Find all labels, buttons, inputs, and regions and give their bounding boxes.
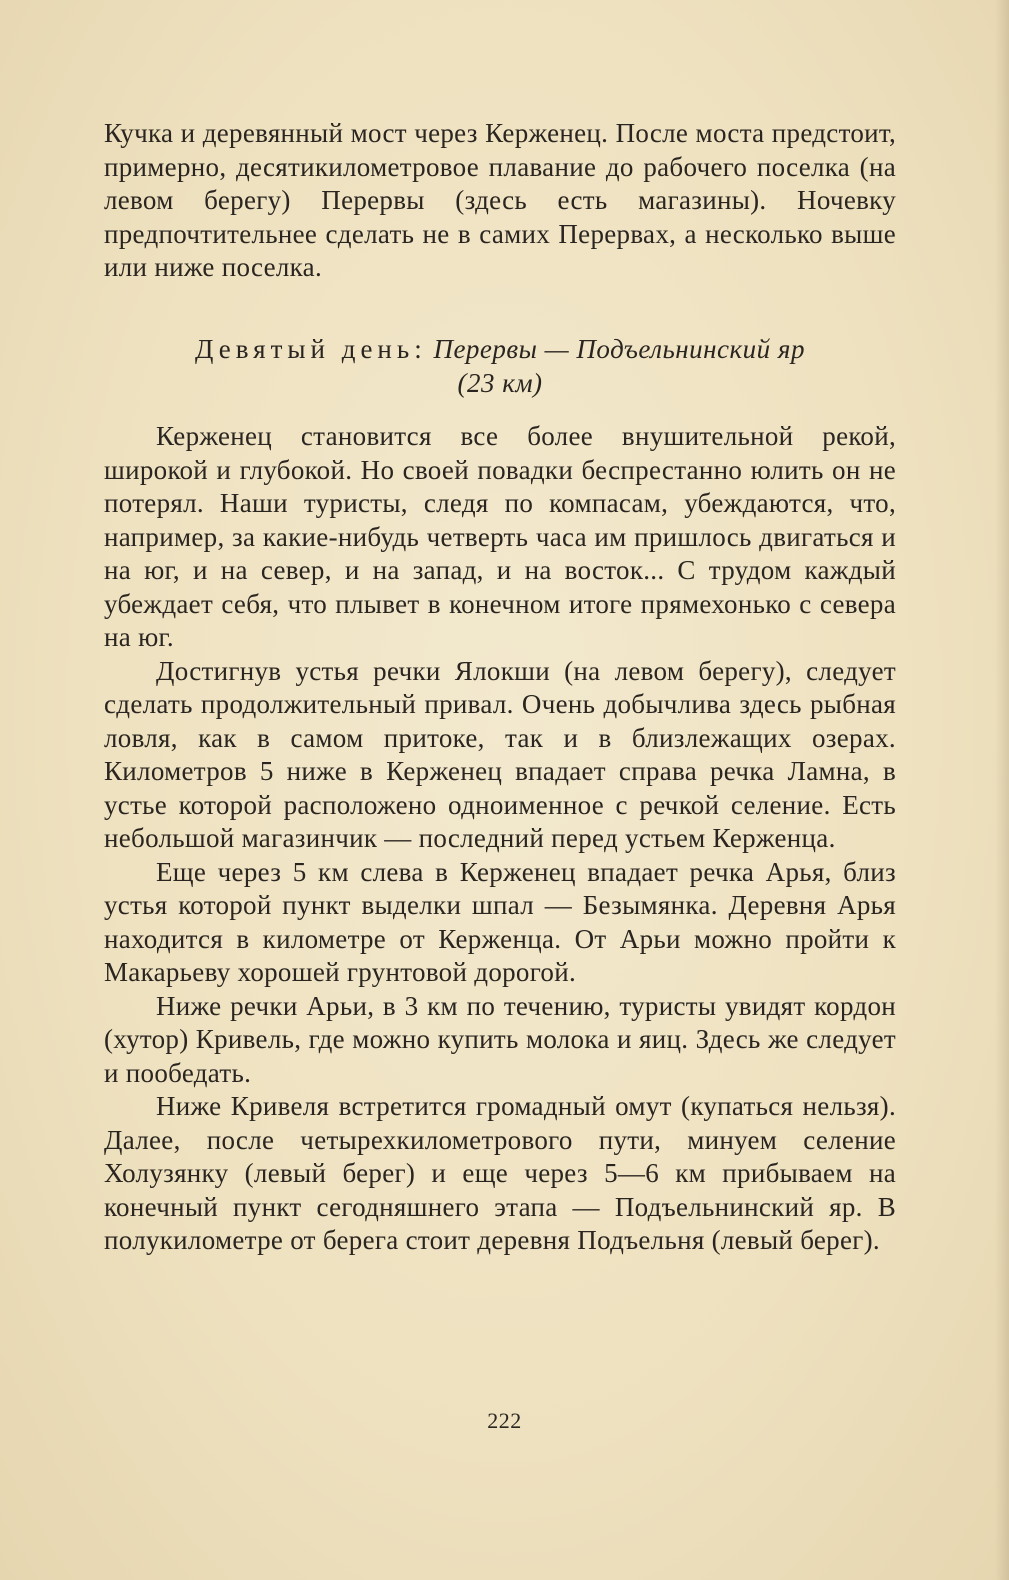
paragraph: Достигнув устья речки Ялокши (на левом берегу), следует сделать продолжительный привал. Очень добычлива здесь рыбная ловля, как в самом притоке, так и в близлежащих озерах. Километров 5 ниже в Керженец впадает справа речка Ламна, в устье которой расположено одноименное с речкой селение. Есть небольшой магазинчик — последний перед устьем Керженца. [104, 655, 896, 853]
paragraph: Еще через 5 км слева в Керженец впадает речка Арья, близ устья которой пункт выделки шпал — Безымянка. Деревня Арья находится в километре от Керженца. От Арьи можно пройти к Макарьеву хорошей грунтовой дорогой. [104, 856, 896, 987]
heading-day: Девятый день: [195, 334, 427, 364]
paragraph: Керженец становится все более внушительной рекой, широкой и глубокой. Но своей повадки беспрестанно юлить он не потерял. Наши туристы, следя по компасам, убеждаются, что, например, за какие-нибудь четверть часа им пришлось двигаться и на юг, и на север, и на запад, и на восток... С трудом каждый убеждает себя, что плывет в конечном итоге прямехонько с севера на юг. [104, 421, 896, 652]
section-body [104, 420, 896, 1258]
paragraph: Ниже Кривеля встретится громадный омут (купаться нельзя). Далее, после четырехкилометрового пути, минуем селение Холузянку (левый берег) и еще через 5—6 км прибываем на конечный пункт сегодняшнего этапа — Подъельнинский яр. В полукилометре от берега стоит деревня Подъельня (левый берег). [104, 1091, 896, 1255]
intro-text [104, 117, 896, 285]
section-heading [104, 333, 896, 400]
heading-route: Перервы — Подъельнинский яр [433, 334, 805, 364]
paragraph: Ниже речки Арьи, в 3 км по течению, туристы увидят кордон (хутор) Кривель, где можно купить молока и яиц. Здесь же следует и пообедать. [104, 990, 896, 1088]
intro-paragraph: Кучка и деревянный мост через Керженец. После моста предстоит, примерно, десятикилометровое плавание до рабочего поселка (на левом берегу) Перервы (здесь есть магазины). Ночевку предпочтительнее сделать не в самих Перервах, а несколько выше или ниже поселка. [104, 118, 896, 282]
heading-distance: (23 км) [457, 367, 543, 398]
page-number: 222 [487, 1408, 522, 1433]
